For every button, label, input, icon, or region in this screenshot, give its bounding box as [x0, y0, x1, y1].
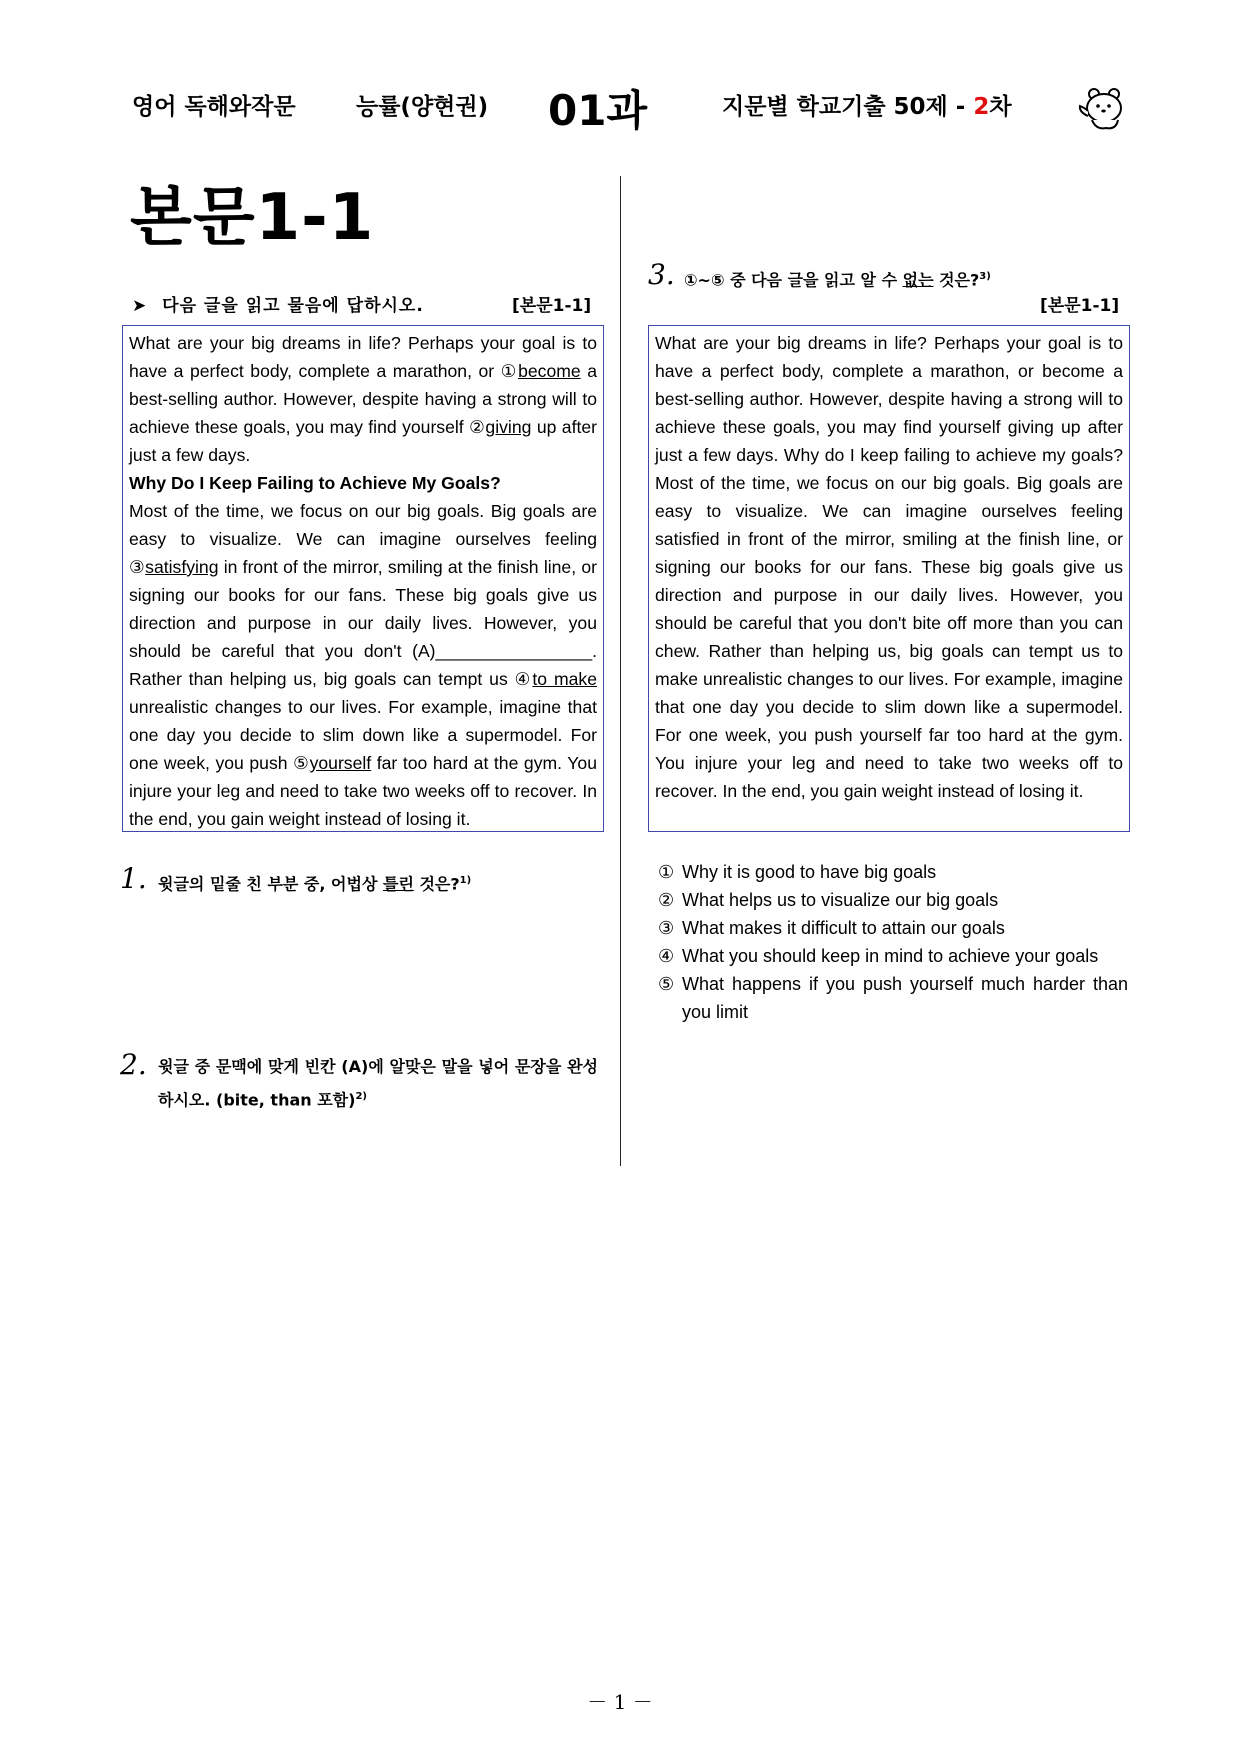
- question-2-text: 윗글 중 문맥에 맞게 빈칸 (A)에 알맞은 말을 넣어 문장을 완성하시오. (bite, than 포함)$^{2)}$: [158, 1057, 598, 1110]
- answer-choices: [658, 858, 1128, 1026]
- series-label: [722, 88, 1012, 121]
- source-tag-right: [본문1-1]: [1040, 296, 1120, 316]
- subject-label: 영어 독해와작문: [132, 94, 296, 120]
- underlined-2: giving: [485, 417, 532, 437]
- blank-marker-4: ④: [514, 669, 533, 689]
- blank-marker-3: ③: [129, 557, 146, 577]
- round-number: 2: [973, 94, 990, 120]
- passage-paragraph-2: Most of the time, we focus on our big goals. Big goals are easy to visualize. We can imagine ourselves feeling ③satisfying in front of the mirror, smiling at the finish line, or signing our books for our fans. These big goals give us direction and purpose in our daily lives. However, you should be careful that you don't (A)________________. Rather than helping us, big goals can tempt us ④to make unrealistic changes to our lives. For example, imagine that one day you decide to slim down like a supermodel. For one week, you push ⑤yourself far too hard at the gym. You injure your leg and need to take two weeks off to recover. In the end, you gain weight instead of losing it.: [129, 501, 598, 829]
- choice-2[interactable]: ② What helps us to visualize our big goals: [658, 890, 999, 910]
- choice-4[interactable]: ④ What you should keep in mind to achieve your goals: [658, 946, 1099, 966]
- blank-a: ________________: [435, 641, 593, 661]
- blank-marker-1: ①: [500, 361, 519, 381]
- question-1-text: 윗글의 밑줄 친 부분 중, 어법상 틀린 것은?$^{1)}$: [158, 874, 472, 894]
- choice-3[interactable]: ③ What makes it difficult to attain our goals: [658, 918, 1005, 938]
- publisher-label: 능률(양현권): [356, 94, 489, 120]
- instruction: [132, 291, 424, 316]
- instruction-text: 다음 글을 읽고 물음에 답하시오.: [162, 296, 424, 316]
- underlined-1: become: [518, 361, 581, 381]
- passage-box-right: [648, 325, 1130, 832]
- series-prefix: 지문별 학교기출 50제 -: [722, 94, 966, 120]
- question-1-number: 1.: [120, 862, 147, 895]
- section-title: 본문1-1: [130, 181, 375, 255]
- column-divider: [620, 176, 621, 1166]
- question-3-number: 3.: [648, 258, 675, 291]
- passage-paragraph-1: What are your big dreams in life? Perhaps your goal is to have a perfect body, complete a marathon, or ①become a best-selling author. However, despite having a strong will to achieve these goals, you may find yourself ②giving up after just a few days.: [129, 333, 598, 465]
- passage-box-left: [122, 325, 604, 832]
- source-tag-left: [본문1-1]: [512, 296, 592, 316]
- choice-1[interactable]: ① Why it is good to have big goals: [658, 862, 937, 882]
- underlined-3: satisfying: [145, 557, 219, 577]
- blank-marker-5: ⑤: [293, 753, 310, 773]
- passage-subheading: Why Do I Keep Failing to Achieve My Goals?: [129, 473, 501, 493]
- round-suffix: 차: [989, 94, 1012, 120]
- arrow-icon: ➤: [132, 296, 147, 316]
- passage-right-text: What are your big dreams in life? Perhaps your goal is to have a perfect body, complete a marathon, or become a best-selling author. However, despite having a strong will to achieve these goals, you may find yourself giving up after just a few days. Why do I keep failing to achieve my goals? Most of the time, we focus on our big goals. Big goals are easy to visualize. We can imagine ourselves feeling satisfied in front of the mirror, smiling at the finish line, or signing our books for our fans. These big goals give us direction and purpose in our daily lives. However, you should be careful that you don't bite off more than you can chew. Rather than helping us, big goals can tempt us to make unrealistic changes to our lives. For example, imagine that one day you decide to slim down like a supermodel. For one week, you push yourself far too hard at the gym. You injure your leg and need to take two weeks off to recover. In the end, you gain weight instead of losing it.: [655, 333, 1123, 801]
- page-number: － 1 －: [587, 1690, 653, 1714]
- question-2-number: 2.: [120, 1048, 147, 1081]
- lesson-label: 01과: [548, 86, 648, 135]
- bear-mascot-icon: [1076, 86, 1128, 132]
- underlined-5: yourself: [309, 753, 372, 773]
- question-3-text: ①~⑤ 중 다음 글을 읽고 알 수 없는 것은?$^{3)}$: [684, 270, 991, 290]
- underlined-4: to make: [532, 669, 597, 689]
- blank-marker-2: ②: [469, 417, 486, 437]
- choice-5[interactable]: ⑤ What happens if you push yourself much harder than you limit: [658, 974, 1128, 1022]
